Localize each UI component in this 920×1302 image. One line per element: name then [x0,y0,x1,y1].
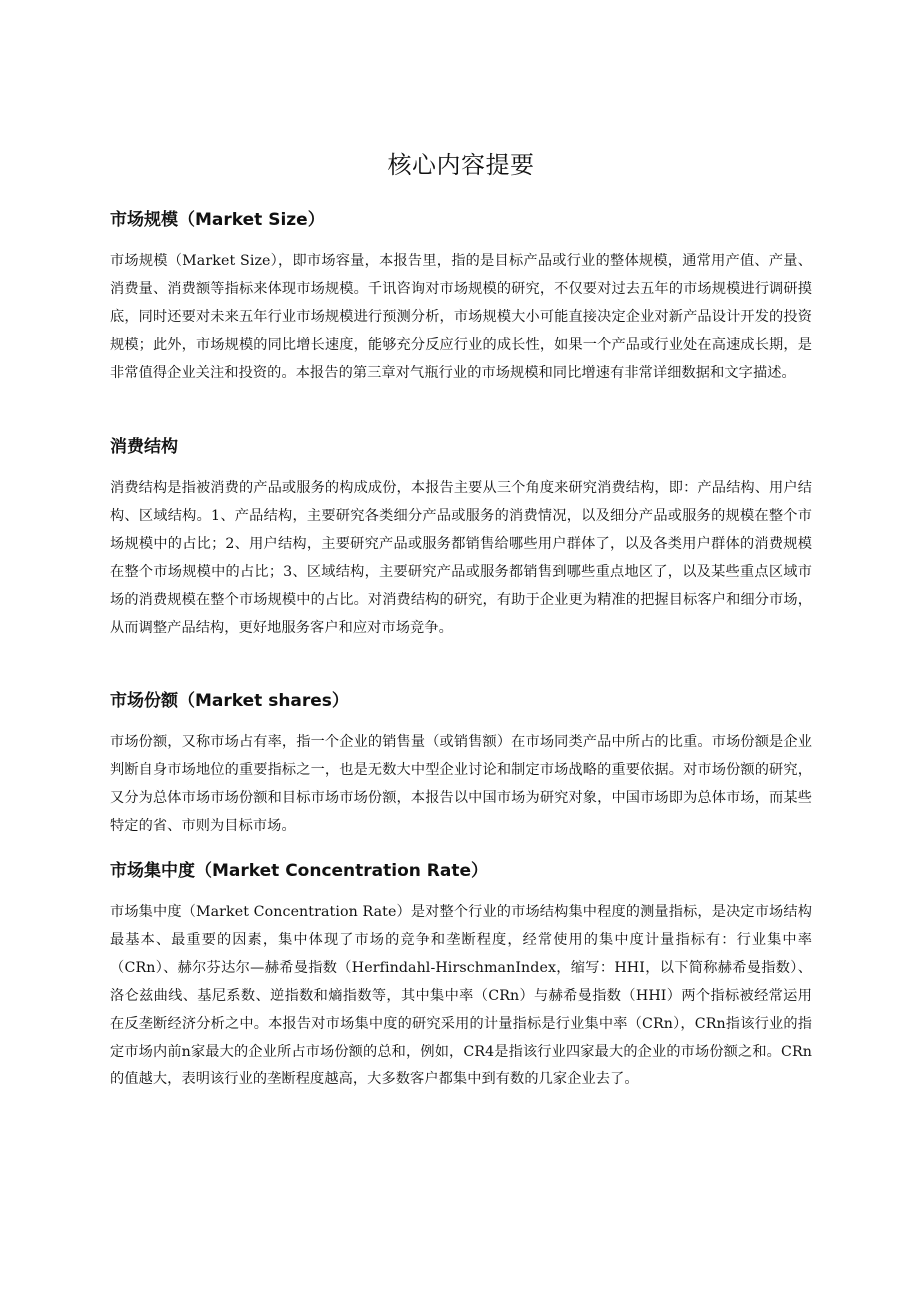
section-heading: 消费结构 [110,437,178,457]
section-heading: 市场份额（Market shares） [110,691,349,711]
section-heading: 市场集中度（Market Concentration Rate） [110,861,489,881]
section-market-size [110,208,812,388]
section-market-shares [110,689,812,841]
section-body: 市场集中度（Market Concentration Rate）是对整个行业的市场结构集中程度的测量指标，是决定市场结构最基本、最重要的因素，集中体现了市场的竞争和垄断程度，经常使用的集中度计量指标有：行业集中率（CRn）、赫尔芬达尔—赫希曼指数（Herfindahl-HirschmanIndex，缩写：HHI，以下简称赫希曼指数）、洛仑兹曲线、基尼系数、逆指数和熵指数等，其中集中率（CRn）与赫希曼指数（HHI）两个指标被经常运用在反垄断经济分析之中。本报告对市场集中度的研究采用的计量指标是行业集中率（CRn），CRn指该行业的指定市场内前n家最大的企业所占市场份额的总和，例如，CR4是指该行业四家最大的企业的市场份额之和。CRn的值越大，表明该行业的垄断程度越高，大多数客户都集中到有数的几家企业去了。 [110,904,812,1088]
section-heading: 市场规模（Market Size） [110,210,325,230]
section-body: 消费结构是指被消费的产品或服务的构成成份，本报告主要从三个角度来研究消费结构，即：产品结构、用户结构、区域结构。1、产品结构，主要研究各类细分产品或服务的消费情况，以及细分产品或服务的规模在整个市场规模中的占比；2、用户结构，主要研究产品或服务都销售给哪些用户群体了，以及各类用户群体的消费规模在整个市场规模中的占比；3、区域结构，主要研究产品或服务都销售到哪些重点地区了，以及某些重点区域市场的消费规模在整个市场规模中的占比。对消费结构的研究，有助于企业更为精准的把握目标客户和细分市场，从而调整产品结构，更好地服务客户和应对市场竞争。 [110,480,812,636]
section-body: 市场份额，又称市场占有率，指一个企业的销售量（或销售额）在市场同类产品中所占的比重。市场份额是企业判断自身市场地位的重要指标之一，也是无数大中型企业讨论和制定市场战略的重要依据。对市场份额的研究，又分为总体市场市场份额和目标市场市场份额，本报告以中国市场为研究对象，中国市场即为总体市场，而某些特定的省、市则为目标市场。 [110,734,812,834]
document-title: 核心内容提要 [387,151,535,179]
section-body: 市场规模（Market Size），即市场容量，本报告里，指的是目标产品或行业的整体规模，通常用产值、产量、消费量、消费额等指标来体现市场规模。千讯咨询对市场规模的研究，不仅要对过去五年的市场规模进行调研摸底，同时还要对未来五年行业市场规模进行预测分析，市场规模大小可能直接决定企业对新产品设计开发的投资规模；此外，市场规模的同比增长速度，能够充分反应行业的成长性，如果一个产品或行业处在高速成长期，是非常值得企业关注和投资的。本报告的第三章对气瓶行业的市场规模和同比增速有非常详细数据和文字描述。 [110,253,812,381]
section-market-concentration [110,859,812,1094]
section-consumption-structure [110,435,812,642]
